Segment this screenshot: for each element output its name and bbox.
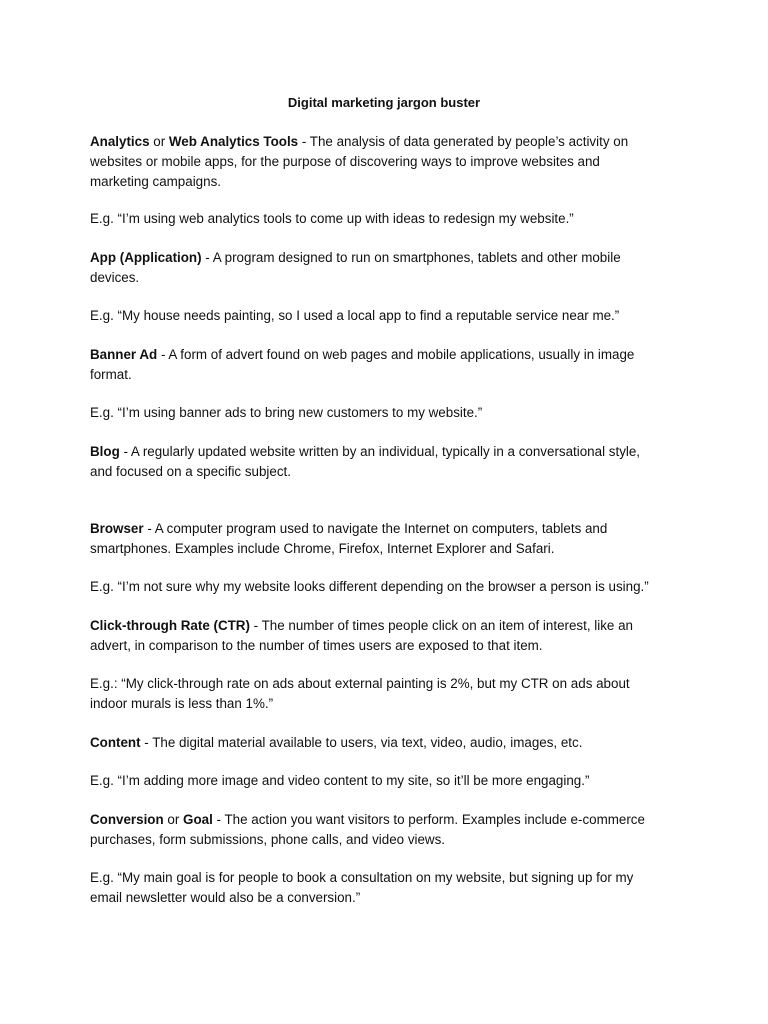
definition-browser: Browser - A computer program used to navigate the Internet on computers, tablets and smartphones. Examples include Chrome, Firefox, Internet Explorer and Safari. [90,521,608,556]
term-goal: Goal [183,812,213,827]
example-banner-ad: E.g. “I’m using banner ads to bring new customers to my website.” [90,405,483,420]
definition-blog: Blog - A regularly updated website written by an individual, typically in a conversational style, and focused on a specific subject. [90,444,641,479]
definition-analytics: Analytics or Web Analytics Tools - The analysis of data generated by people’s activity on websites or mobile apps, for the purpose of discovering ways to improve websites and marketing campaigns. [90,134,629,189]
definition-ctr: Click-through Rate (CTR) - The number of times people click on an item of interest, like an advert, in comparison to the number of times users are exposed to that item. [90,618,633,653]
term-analytics: Analytics [90,134,150,149]
definition-banner-ad: Banner Ad - A form of advert found on web pages and mobile applications, usually in image format. [90,347,635,382]
term-conversion: Conversion [90,812,164,827]
example-content: E.g. “I’m adding more image and video content to my site, so it’ll be more engaging.” [90,773,590,788]
example-app: E.g. “My house needs painting, so I used a local app to find a reputable service near me.” [90,308,620,323]
term-blog: Blog [90,444,120,459]
definition-conversion: Conversion or Goal - The action you want visitors to perform. Examples include e-commerce purchases, form submissions, phone calls, and video views. [90,812,645,847]
document-title: Digital marketing jargon buster [287,95,481,110]
term-banner-ad: Banner Ad [90,347,158,362]
example-analytics: E.g. “I’m using web analytics tools to come up with ideas to redesign my website.” [90,211,574,226]
example-ctr: E.g.: “My click-through rate on ads about external painting is 2%, but my CTR on ads about indoor murals is less than 1%.” [90,676,630,711]
definition-app: App (Application) - A program designed to run on smartphones, tablets and other mobile devices. [90,250,621,285]
term-ctr: Click-through Rate (CTR) [90,618,250,633]
example-conversion: E.g. “My main goal is for people to book a consultation on my website, but signing up for my email newsletter would also be a conversion.” [90,870,634,905]
definition-content: Content - The digital material available to users, via text, video, audio, images, etc. [90,735,583,750]
term-app: App (Application) [90,250,202,265]
term-content: Content [90,735,141,750]
term-web-analytics-tools: Web Analytics Tools [168,134,299,149]
term-browser: Browser [90,521,144,536]
example-browser: E.g. “I’m not sure why my website looks different depending on the browser a person is using.” [90,579,649,594]
